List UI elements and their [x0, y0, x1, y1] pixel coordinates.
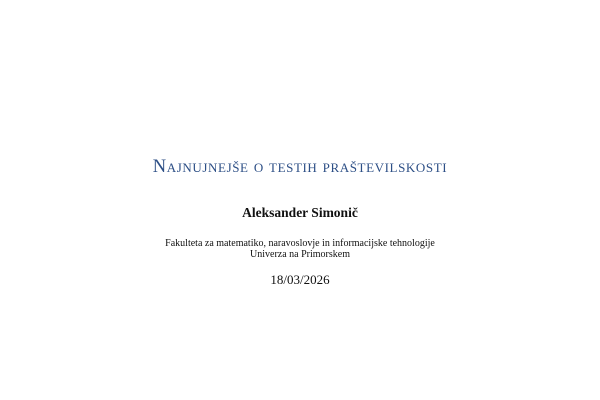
document-date: 18/03/2026	[270, 272, 330, 287]
affiliation-block	[0, 238, 600, 260]
affiliation-faculty: Fakulteta za matematiko, naravoslovje in informacijske tehnologije	[165, 238, 435, 249]
affiliation-university: Univerza na Primorskem	[250, 249, 350, 260]
document-title: Najnujnejše o testih praštevilskosti	[152, 157, 448, 177]
author-name: Aleksander Simonič	[242, 205, 358, 220]
